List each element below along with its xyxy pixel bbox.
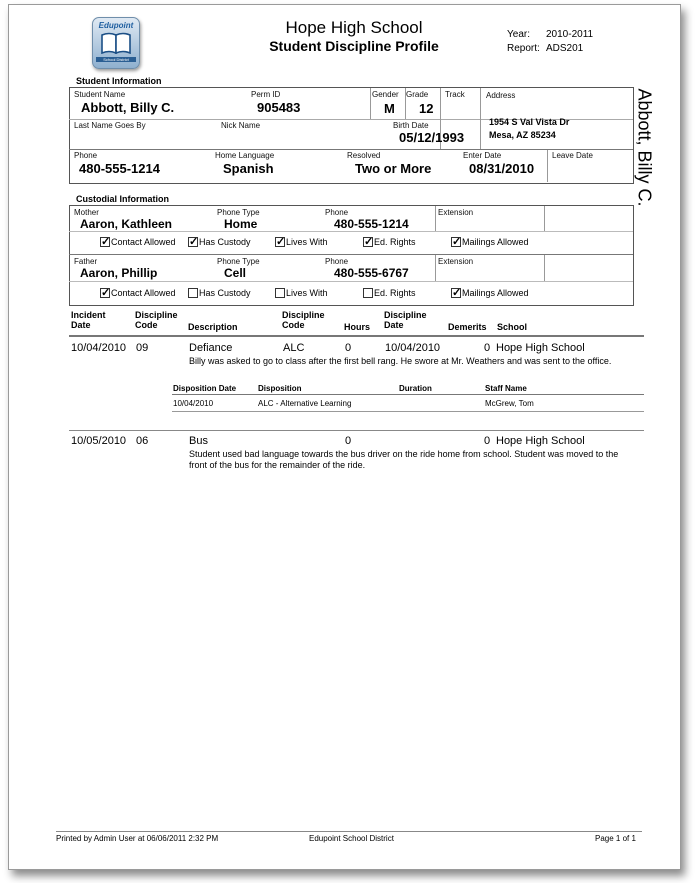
father-ext-label: Extension <box>438 257 474 266</box>
mother-contact-allowed: ✓ Contact Allowed <box>100 237 176 247</box>
disp-header: Disposition <box>258 384 302 393</box>
address-label: Address <box>486 91 516 100</box>
mother-phonetype: Home <box>224 217 258 231</box>
mother-ext-label: Extension <box>438 208 474 217</box>
logo-brand: Edupoint <box>98 21 134 30</box>
incident-hours: 0 <box>345 435 352 447</box>
father-phone-label: Phone <box>325 257 349 266</box>
col-incident-date: Incident Date <box>71 310 106 330</box>
incident-narrative: Billy was asked to go to class after the first bell rang. He swore at Mr. Weathers and was sent to the office. <box>189 356 612 366</box>
gender-label: Gender <box>372 90 399 99</box>
mother-label: Mother <box>74 208 99 217</box>
school-title: Hope High School <box>285 18 423 37</box>
father-ed-rights: Ed. Rights <box>363 288 416 298</box>
student-phone: 480-555-1214 <box>79 161 160 176</box>
address-line1: 1954 S Val Vista Dr <box>489 117 570 127</box>
mother-mailings-allowed-checkbox <box>451 237 461 247</box>
incident-date: 10/04/2010 <box>71 342 127 354</box>
printed-by: Printed by Admin User at 06/06/2011 2:32 PM <box>56 834 219 843</box>
incident-hours: 0 <box>345 342 352 354</box>
perm-id: 905483 <box>257 100 301 115</box>
book-icon <box>101 32 131 54</box>
lastname-label: Last Name Goes By <box>74 121 146 130</box>
perm-label: Perm ID <box>251 90 281 99</box>
grade-label: Grade <box>406 90 429 99</box>
mother-lives-with: ✓ Lives With <box>275 237 328 247</box>
disp-staff: McGrew, Tom <box>485 399 534 408</box>
mother-phone: 480-555-1214 <box>334 217 409 231</box>
mother-ed-rights: ✓ Ed. Rights <box>363 237 416 247</box>
incident-school: Hope High School <box>496 342 585 354</box>
enter-date: 08/31/2010 <box>469 161 535 176</box>
col-school: School <box>497 322 528 332</box>
footer-district: Edupoint School District <box>309 834 394 843</box>
col-hours: Hours <box>344 322 371 332</box>
incident-disposition-date: 10/04/2010 <box>385 342 441 354</box>
resolved-label: Resolved <box>347 151 381 160</box>
incident-school: Hope High School <box>496 435 585 447</box>
incident-demerits: 0 <box>484 342 491 354</box>
gender-value: M <box>384 101 395 116</box>
father-contact-allowed-checkbox <box>100 288 110 298</box>
col-discipline-code: Discipline Code <box>135 310 178 330</box>
birth-label: Birth Date <box>393 121 429 130</box>
mother-phone-label: Phone <box>325 208 349 217</box>
col-disposition-date: Discipline Date <box>384 310 427 330</box>
year-value: 2010-2011 <box>546 29 594 40</box>
student-info-heading: Student Information <box>76 76 162 86</box>
father-phonetype-label: Phone Type <box>217 257 260 266</box>
resolved-value: Two or More <box>355 161 432 176</box>
incident-code: 06 <box>136 435 149 447</box>
nickname-label: Nick Name <box>221 121 261 130</box>
language-label: Home Language <box>215 151 275 160</box>
incident-code: 09 <box>136 342 149 354</box>
mother-ed-rights-checkbox <box>363 237 373 247</box>
student-name: Abbott, Billy C. <box>81 100 175 115</box>
incident-narrative: Student used bad language towards the bus driver on the ride home from school. Student was moved to the front of the bus for the remainder of the ride. <box>189 449 619 470</box>
birth-date: 05/12/1993 <box>399 130 465 145</box>
father-has-custody-checkbox <box>188 288 198 298</box>
report-label: Report: <box>507 43 540 54</box>
grade-value: 12 <box>419 101 434 116</box>
father-lives-with-checkbox <box>275 288 285 298</box>
incident-disposition-code: ALC <box>283 342 305 354</box>
father-phone: 480-555-6767 <box>334 266 409 280</box>
father-ed-rights-checkbox <box>363 288 373 298</box>
mother-has-custody: ✓ Has Custody <box>188 237 251 247</box>
mother-contact-allowed-checkbox <box>100 237 110 247</box>
custodial-heading: Custodial Information <box>76 194 169 204</box>
father-label: Father <box>74 257 98 266</box>
disp-staff-header: Staff Name <box>485 384 527 393</box>
mother-phonetype-label: Phone Type <box>217 208 260 217</box>
name-label: Student Name <box>74 90 126 99</box>
mother-has-custody-checkbox <box>188 237 198 247</box>
address-line2: Mesa, AZ 85234 <box>489 130 556 140</box>
mother-lives-with-checkbox <box>275 237 285 247</box>
side-student-name: Abbott, Billy C. <box>634 88 655 207</box>
father-mailings-allowed-checkbox <box>451 288 461 298</box>
home-language: Spanish <box>223 161 274 176</box>
leave-label: Leave Date <box>552 151 593 160</box>
report-value: ADS201 <box>546 43 584 54</box>
father-phonetype: Cell <box>224 266 247 280</box>
logo-caption: School District <box>96 57 136 62</box>
report-title: Student Discipline Profile <box>269 38 439 54</box>
year-label: Year: <box>507 29 530 40</box>
incident-description: Defiance <box>189 342 233 354</box>
disp-duration-header: Duration <box>399 384 432 393</box>
mother-mailings-allowed: ✓ Mailings Allowed <box>451 237 529 247</box>
district-logo <box>92 17 140 69</box>
phone-label: Phone <box>74 151 98 160</box>
incident-demerits: 0 <box>484 435 491 447</box>
incident-description: Bus <box>189 435 208 447</box>
father-has-custody: Has Custody <box>188 288 251 298</box>
page-number: Page 1 of 1 <box>595 834 636 843</box>
disp-value: ALC - Alternative Learning <box>258 399 352 408</box>
father-mailings-allowed: ✓ Mailings Allowed <box>451 288 529 298</box>
disp-date-header: Disposition Date <box>173 384 237 393</box>
disp-date: 10/04/2010 <box>173 399 214 408</box>
col-description: Description <box>188 322 238 332</box>
father-contact-allowed: ✓ Contact Allowed <box>100 288 176 298</box>
col-disposition-code: Discipline Code <box>282 310 325 330</box>
father-lives-with: Lives With <box>275 288 328 298</box>
incident-date: 10/05/2010 <box>71 435 127 447</box>
track-label: Track <box>445 90 465 99</box>
father-name: Aaron, Phillip <box>80 266 158 280</box>
mother-name: Aaron, Kathleen <box>80 217 173 231</box>
enter-label: Enter Date <box>463 151 502 160</box>
col-demerits: Demerits <box>448 322 487 332</box>
report-page <box>8 4 681 870</box>
